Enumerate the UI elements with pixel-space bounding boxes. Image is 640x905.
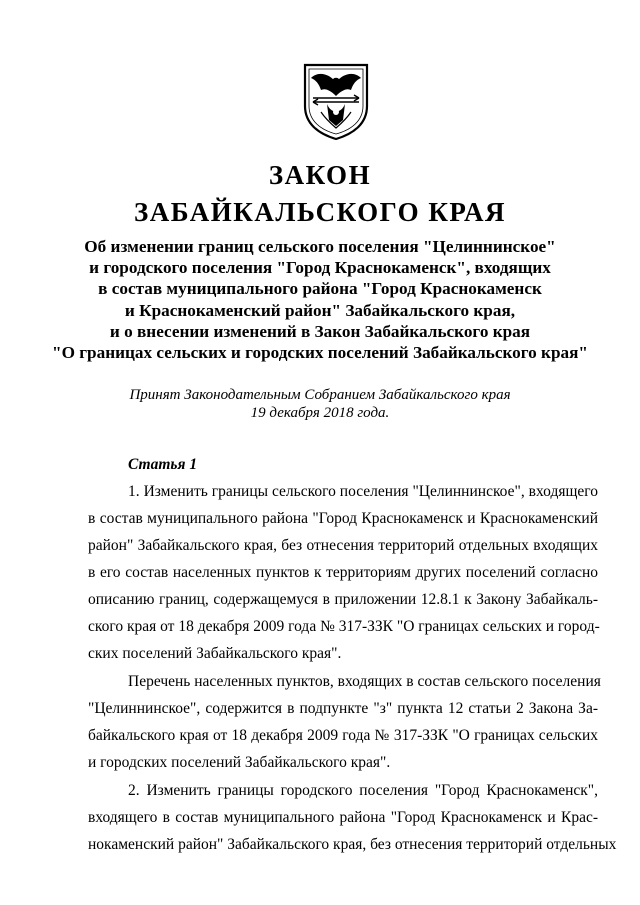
adoption-date: 19 декабря 2018 года. — [250, 405, 390, 421]
subtitle-line: и городского поселения "Город Краснокаменск", входящих — [89, 258, 551, 278]
law-subtitle — [0, 236, 640, 363]
adoption-line: Принят Законодательным Собранием Забайкальского края — [129, 387, 511, 403]
law-region-title: ЗАБАЙКАЛЬСКОГО КРАЯ — [134, 197, 506, 227]
body-line: ских поселений Забайкальского края". — [88, 645, 342, 662]
body-line: 2. Изменить границы городского поселения "Город Краснокаменск", — [128, 782, 598, 799]
subtitle-line: "О границах сельских и городских поселений Забайкальского края" — [52, 343, 588, 363]
law-title: ЗАКОН — [268, 160, 372, 190]
body-line: в его состав населенных пунктов к территориям других поселений согласно — [88, 564, 598, 581]
body-line: нокаменский район" Забайкальского края, без отнесения территорий отдельных — [88, 836, 617, 853]
subtitle-line: в состав муниципального района "Город Краснокаменск — [98, 279, 542, 299]
body-line: в состав муниципального района "Город Краснокаменск и Краснокаменский — [88, 510, 598, 527]
subtitle-line: и Краснокаменский район" Забайкальского края, — [124, 300, 516, 320]
adoption-note — [0, 386, 640, 422]
body-line: и городских поселений Забайкальского края". — [88, 754, 391, 771]
subtitle-line: и о внесении изменений в Закон Забайкальского края — [109, 321, 531, 341]
article-heading: Статья 1 — [128, 456, 198, 473]
body-line: "Целиннинское", содержится в подпункте "з" пункта 12 статьи 2 Закона За- — [88, 700, 598, 717]
zabaikalsky-coat-of-arms-icon — [301, 62, 371, 140]
body-line: ского края от 18 декабря 2009 года № 317-ЗЗК "О границах сельских и город- — [88, 618, 600, 635]
body-line: район" Забайкальского края, без отнесения территорий отдельных входящих — [88, 537, 598, 554]
body-line: байкальского края от 18 декабря 2009 года № 317-ЗЗК "О границах сельских — [88, 727, 598, 744]
body-line: 1. Изменить границы сельского поселения "Целиннинское", входящего — [128, 483, 598, 500]
subtitle-line: Об изменении границ сельского поселения "Целиннинское" — [84, 237, 556, 256]
body-line: Перечень населенных пунктов, входящих в состав сельского поселения — [128, 673, 601, 690]
body-line: описанию границ, содержащемуся в приложении 12.8.1 к Закону Забайкаль- — [88, 591, 598, 608]
body-line: входящего в состав муниципального района "Город Краснокаменск и Крас- — [88, 809, 598, 826]
